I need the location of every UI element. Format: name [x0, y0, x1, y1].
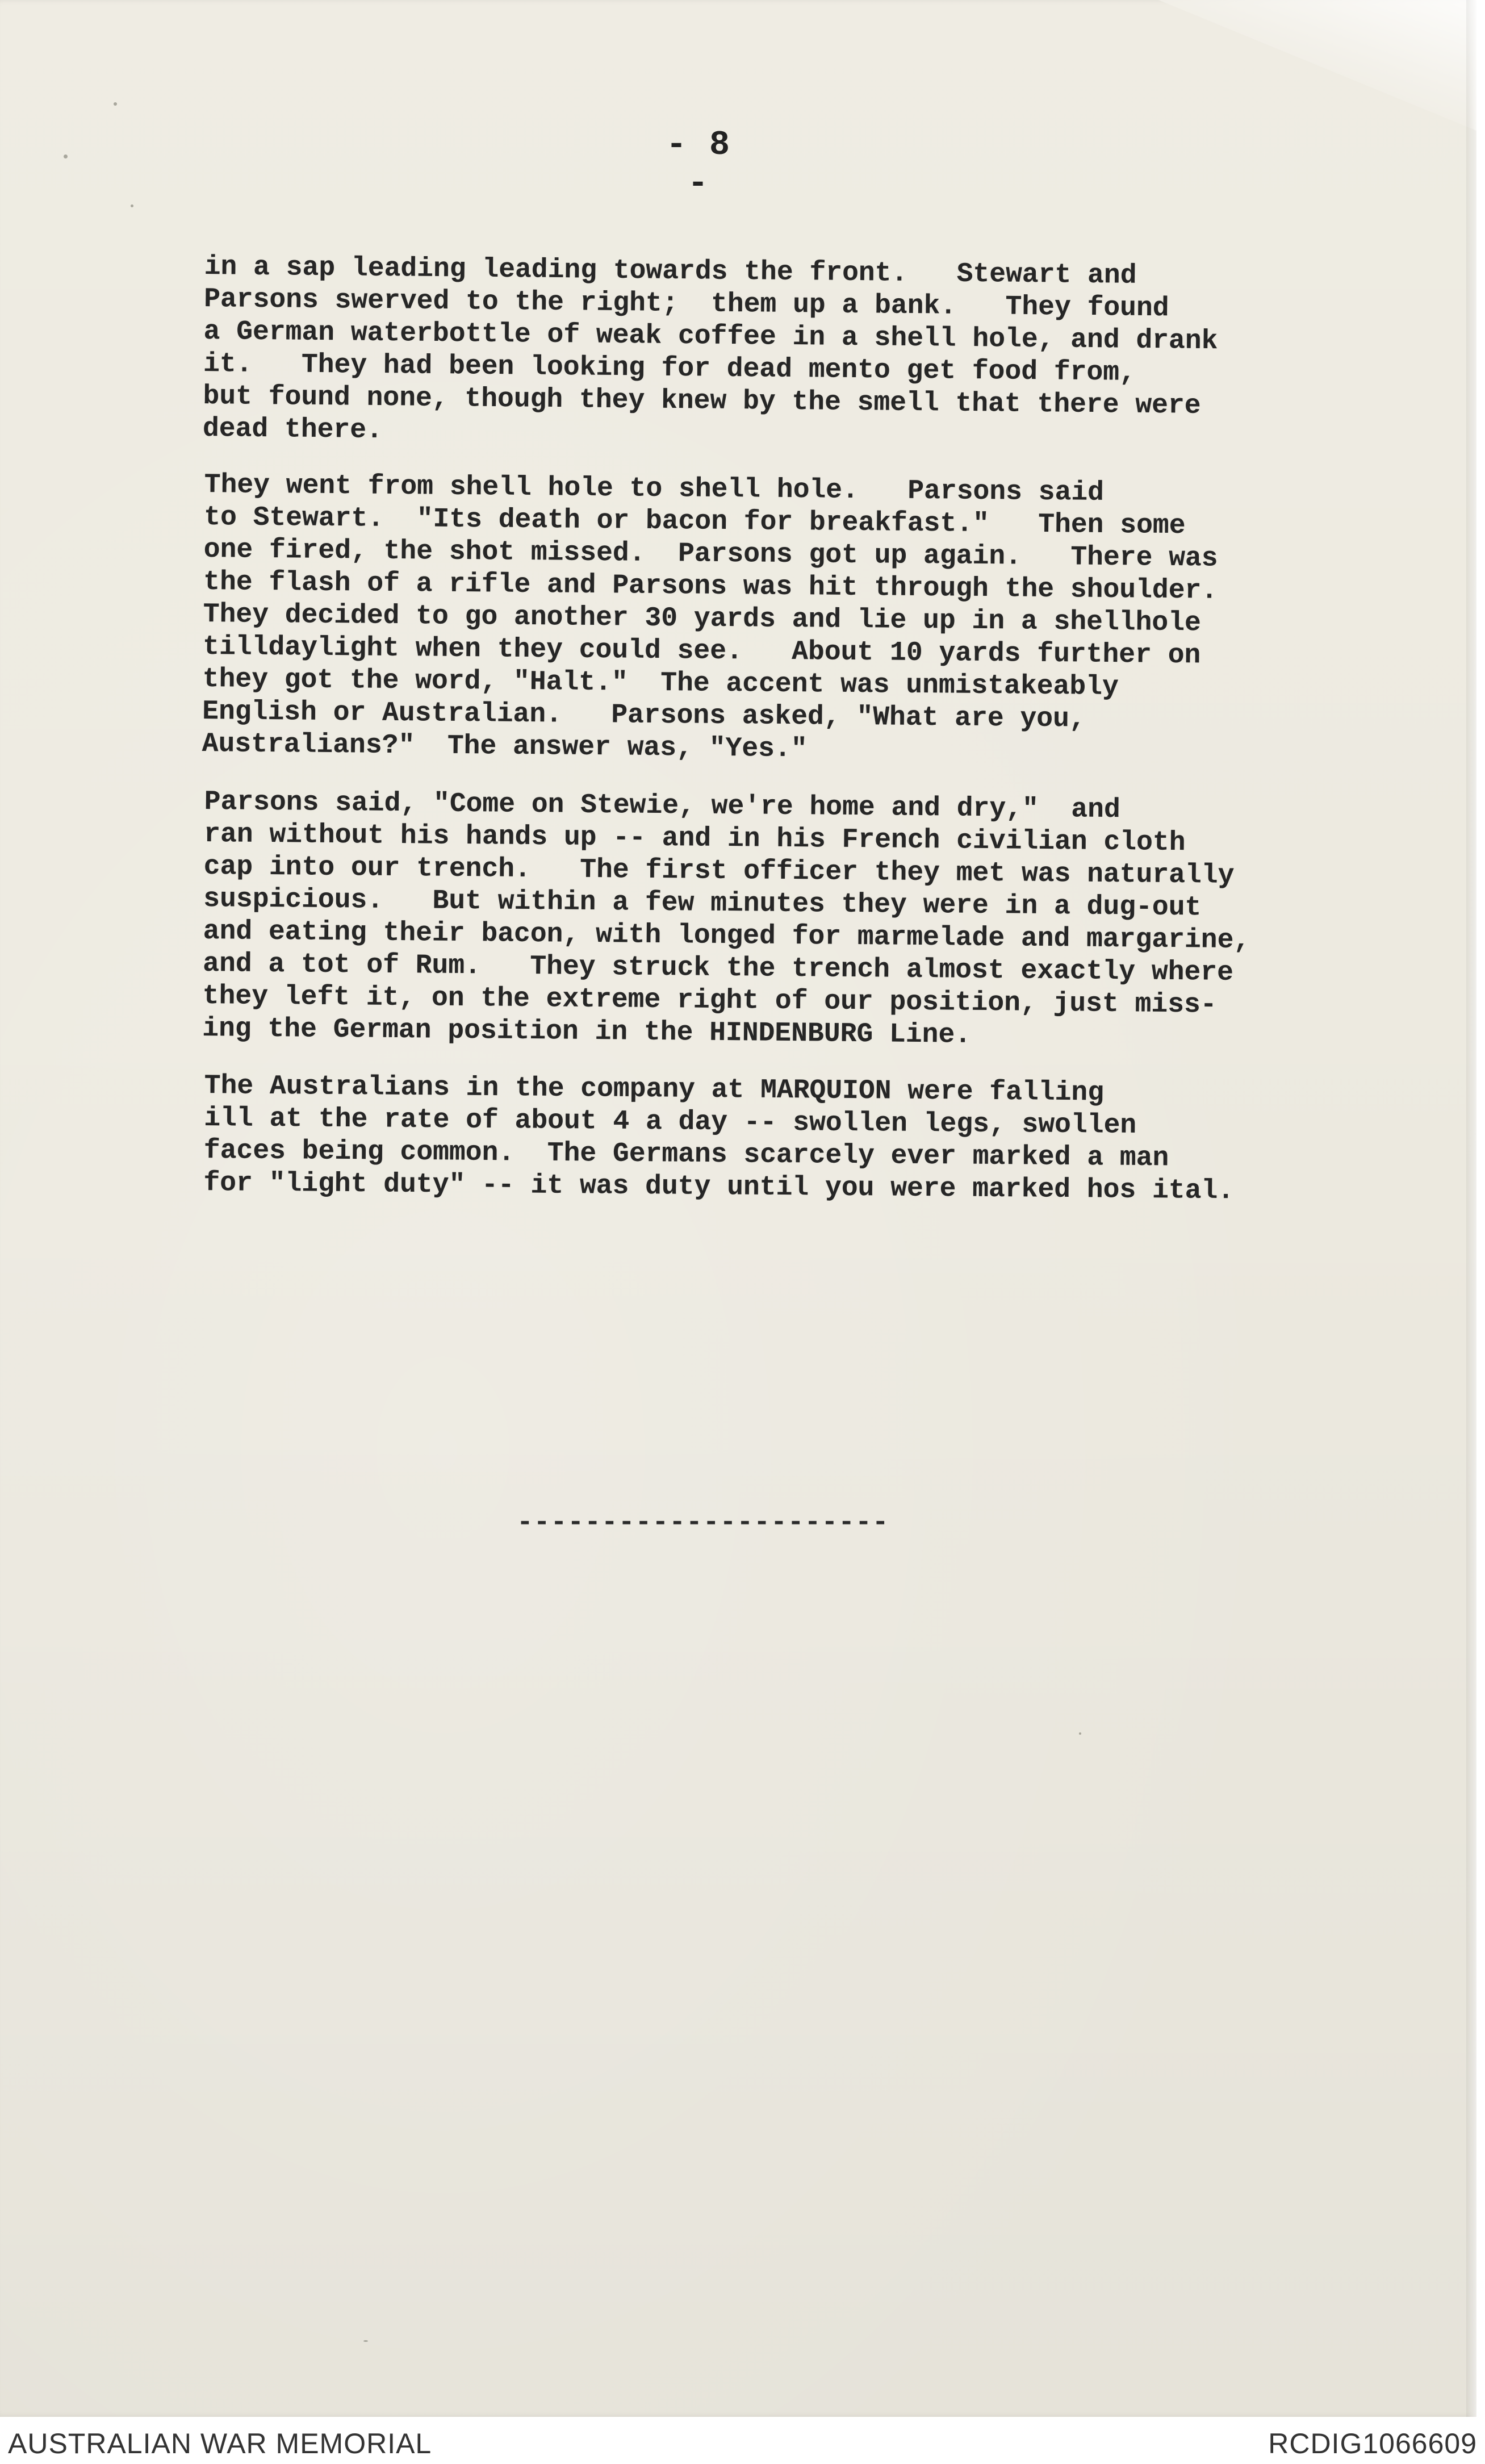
archive-footer	[0, 2417, 1485, 2464]
paragraph-3: Parsons said, "Come on Stewie, we're home and dry," and ran without his hands up -- and in his French civilian cloth cap into our trench. The first officer they met was naturally suspicious. But within a few minutes they were in a dug-out and eating their bacon, with longed for marmelade and margarine, and a tot of Rum. They struck the trench almost exactly where they left it, on the extreme right of our position, just miss- ing the German position in the HINDENBURG Line.	[202, 787, 1250, 1051]
archive-reference: RCDIG1066609	[1268, 2428, 1477, 2459]
folded-corner	[1158, 0, 1476, 131]
page-number: - 8 -	[666, 126, 731, 203]
paragraph-4: The Australians in the company at MARQUION were falling ill at the rate of about 4 a day -- swollen legs, swollen faces being common. The Germans scarcely ever marked a man for "light duty" -- it was duty until you were marked hos ital.	[203, 1071, 1235, 1207]
archive-name: AUSTRALIAN WAR MEMORIAL	[8, 2428, 432, 2459]
paragraph-2: They went from shell hole to shell hole. Parsons said to Stewart. "Its death or bacon for breakfast." Then some one fired, the shot missed. Parsons got up again. There was the flash of a rifle and Parsons was hit through the shoulder. They decided to go another 30 yards and lie up in a shellhole tilldaylight when they could see. About 10 yards further on they got the word, "Halt." The accent was unmistakeably English or Australian. Parsons asked, "What are you, Australians?" The answer was, "Yes."	[202, 469, 1218, 765]
section-separator: ----------------------	[517, 1507, 889, 1538]
paragraph-1: in a sap leading leading towards the front. Stewart and Parsons swerved to the right; them up a bank. They found a German waterbottle of weak coffee in a shell hole, and drank it. They had been looking for dead mento get food from, but found none, though they knew by the smell that there were dead there.	[202, 251, 1218, 446]
paper-edge	[1466, 0, 1476, 2417]
